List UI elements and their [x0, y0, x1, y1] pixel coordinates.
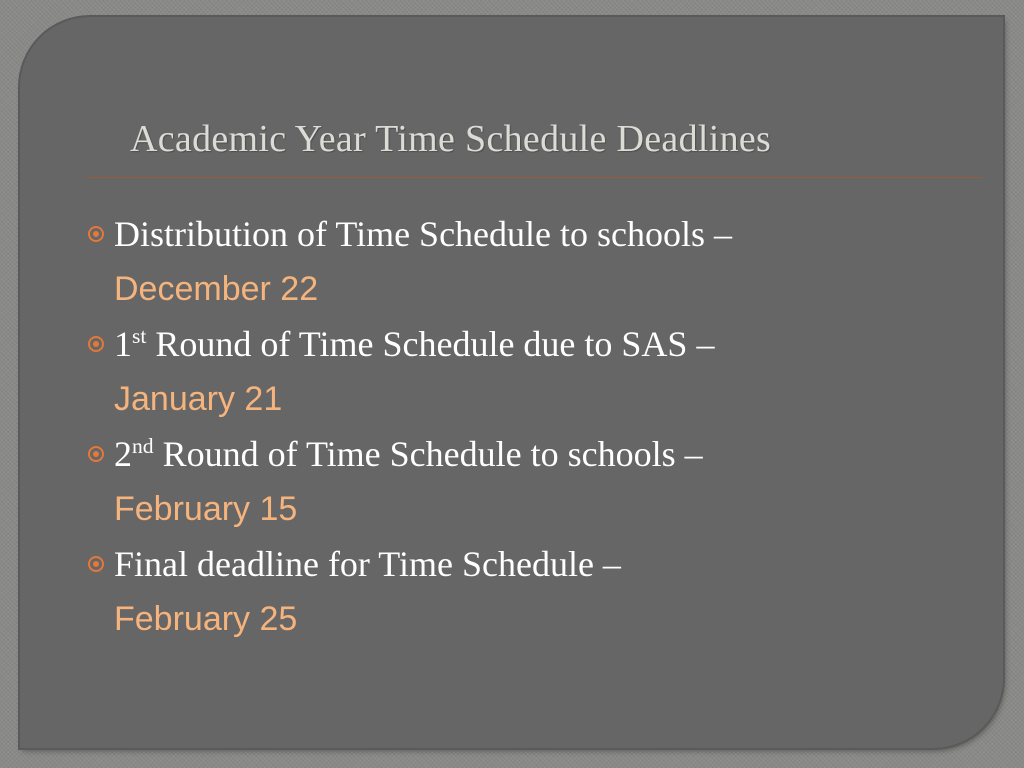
deadline-list — [82, 207, 1002, 647]
circle-dot-bullet-icon — [88, 556, 104, 572]
slide-title: Academic Year Time Schedule Deadlines — [130, 118, 772, 160]
slide-panel — [20, 17, 1003, 748]
circle-dot-bullet-icon — [88, 226, 104, 242]
circle-dot-bullet-icon — [88, 336, 104, 352]
deadline-item-first-round — [82, 317, 1002, 427]
item-ordinal: 1 — [114, 324, 132, 364]
item-text: Distribution of Time Schedule to schools – — [114, 214, 733, 254]
deadline-item-second-round — [82, 427, 1002, 537]
item-text: Round of Time Schedule due to SAS – — [146, 324, 715, 364]
item-date: January 21 — [114, 380, 283, 418]
circle-dot-bullet-icon — [88, 446, 104, 462]
deadline-item-final — [82, 537, 1002, 647]
item-text: Final deadline for Time Schedule – — [114, 544, 621, 584]
item-ordinal-suffix: st — [132, 324, 147, 349]
deadline-item-distribution — [82, 207, 1002, 317]
item-text: Round of Time Schedule to schools – — [153, 434, 703, 474]
item-ordinal: 2 — [114, 434, 132, 474]
item-date: February 25 — [114, 600, 298, 638]
item-ordinal-suffix: nd — [132, 434, 154, 459]
item-date: December 22 — [114, 270, 319, 308]
title-divider — [86, 177, 982, 178]
item-date: February 15 — [114, 490, 298, 528]
